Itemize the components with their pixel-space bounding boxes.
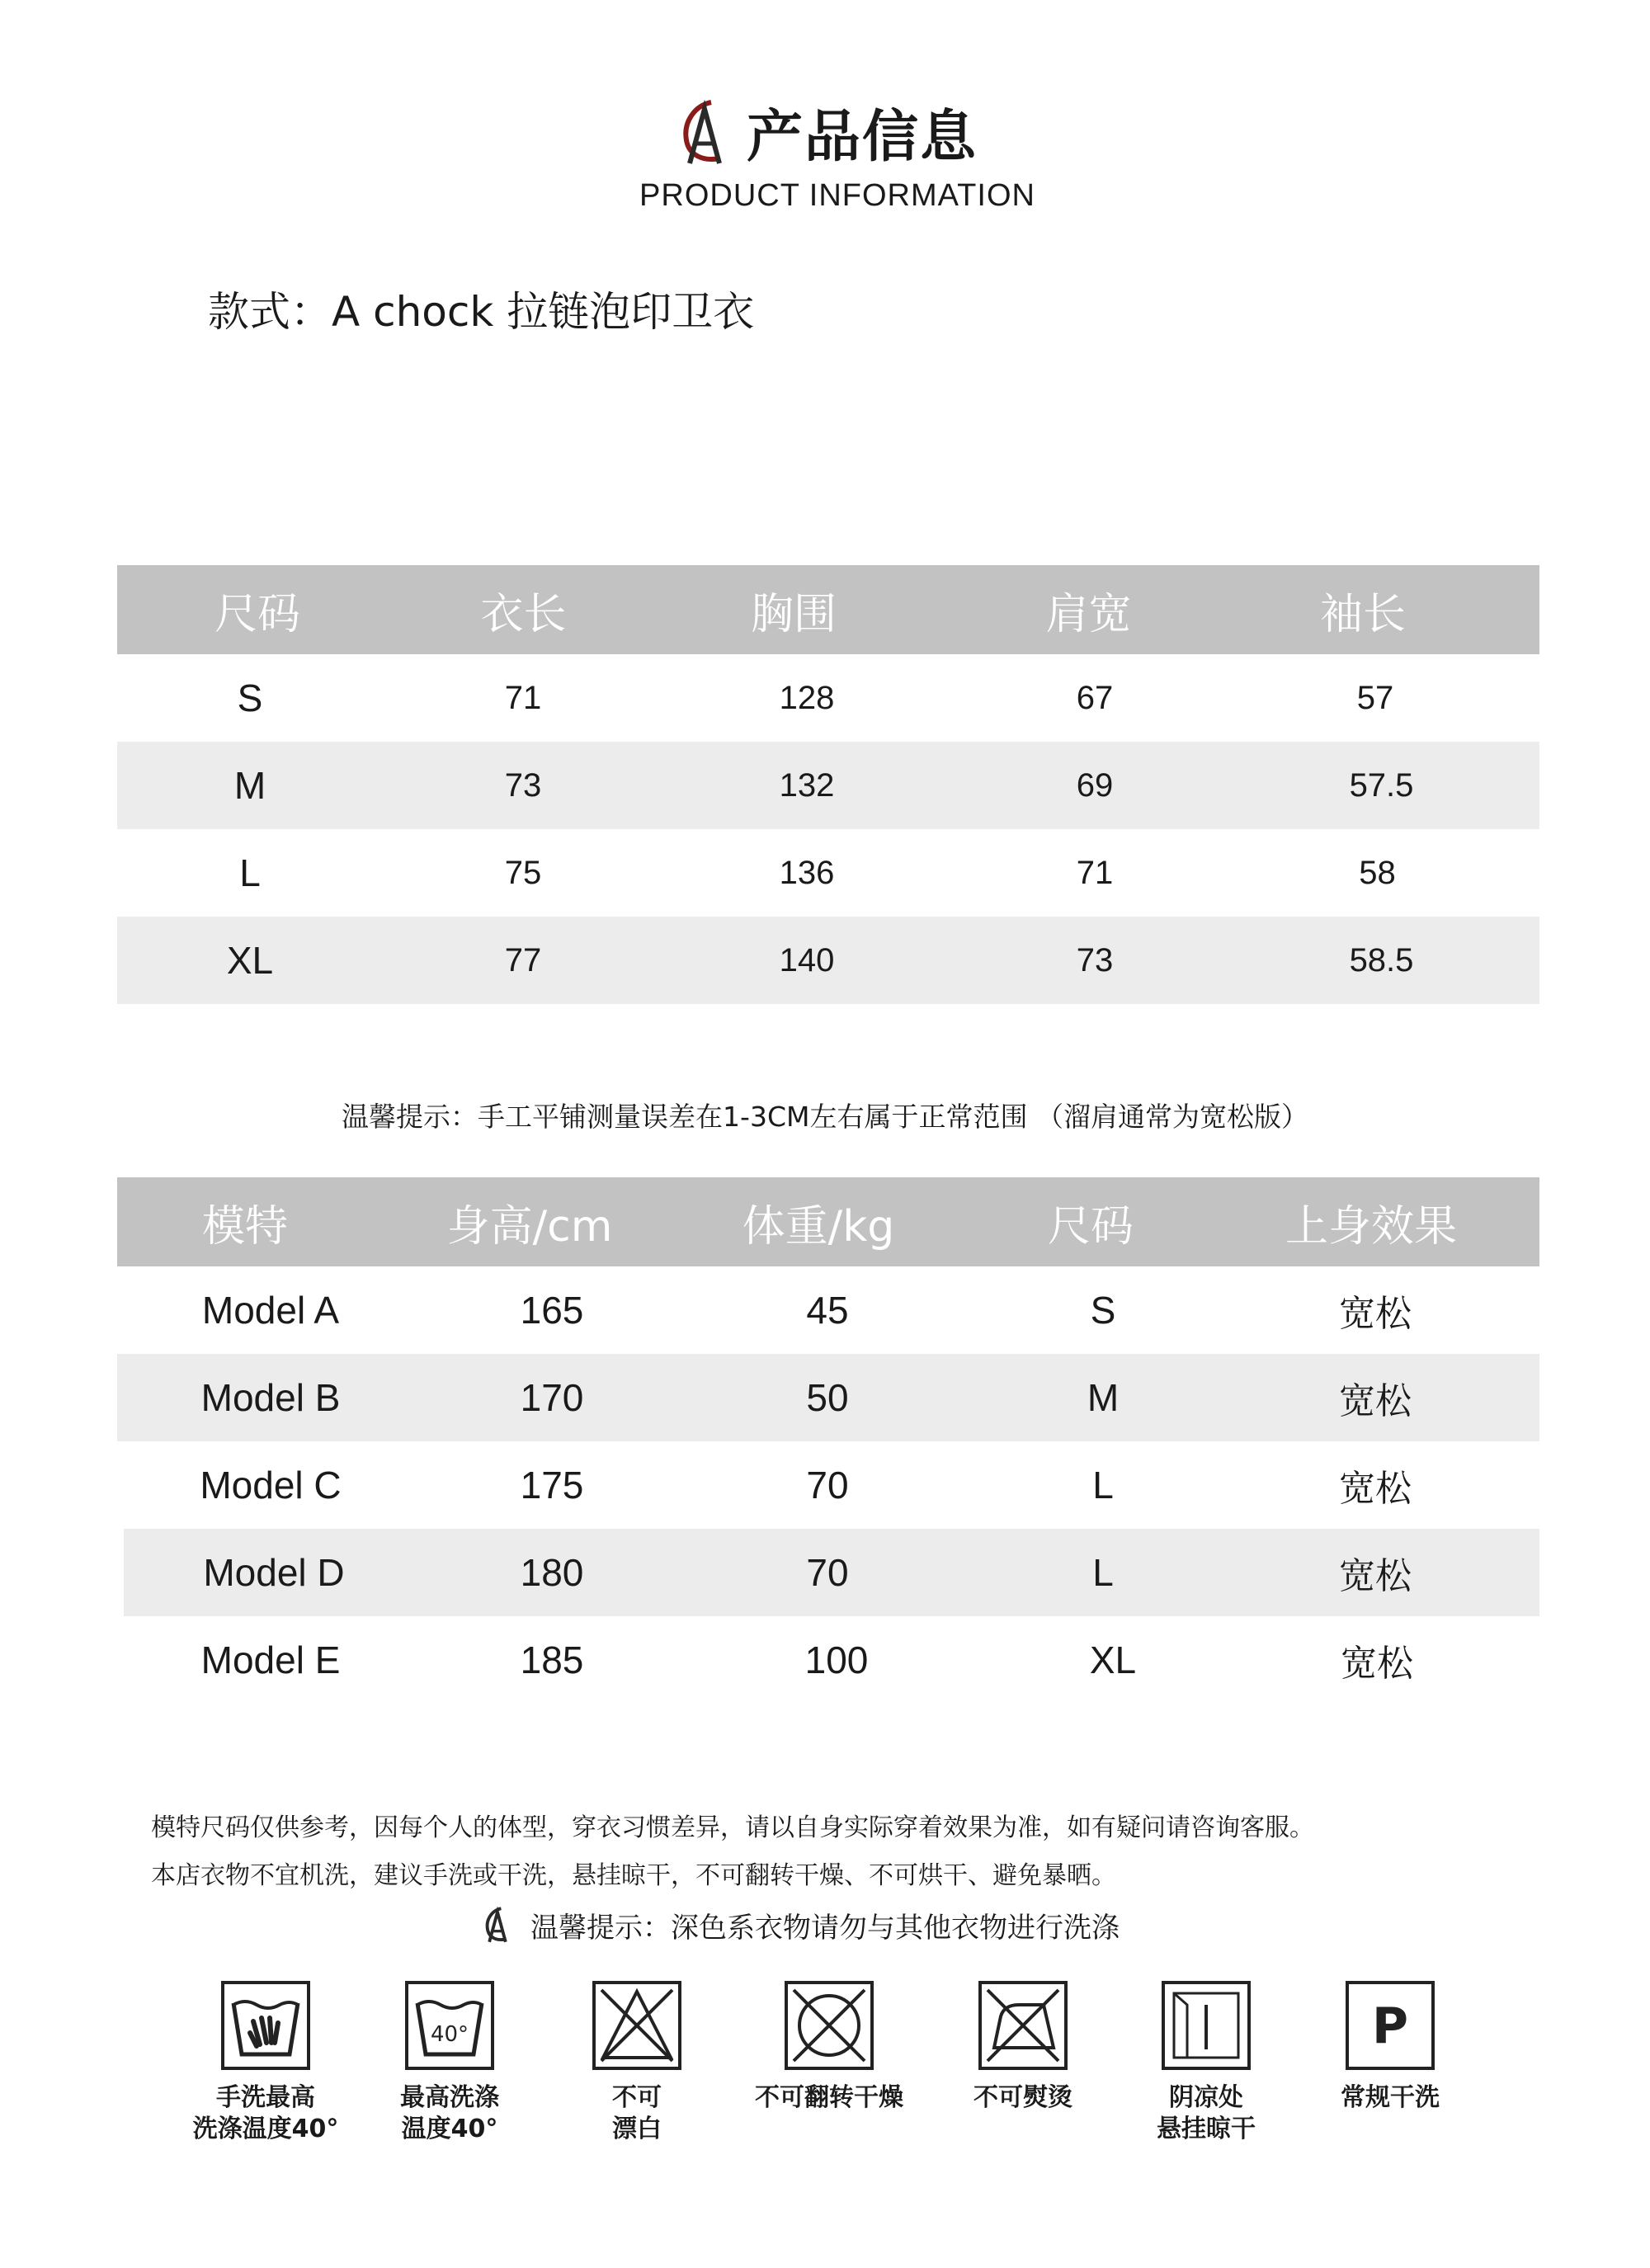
care-item-wash-40 bbox=[367, 1980, 532, 2145]
size-table bbox=[117, 565, 1539, 1004]
cell-size: XL bbox=[226, 939, 274, 982]
cell-chest: 140 bbox=[779, 941, 835, 978]
care-item-no-iron bbox=[940, 1980, 1106, 2114]
cell-model: Model A bbox=[201, 1289, 340, 1332]
care-item-line-dry-shade bbox=[1124, 1980, 1289, 2145]
line-dry-shade-icon bbox=[1161, 1980, 1252, 2071]
cell-weight: 50 bbox=[806, 1376, 849, 1419]
cell-height: 170 bbox=[520, 1376, 584, 1419]
table-row bbox=[117, 1266, 1539, 1354]
cell-fit: 宽松 bbox=[1339, 1468, 1412, 1510]
care-item-no-tumble-dry bbox=[747, 1980, 912, 2114]
cell-height: 180 bbox=[520, 1551, 584, 1594]
brand-logo bbox=[678, 97, 731, 167]
table-row bbox=[117, 1441, 1539, 1529]
cell-shoulder: 69 bbox=[1076, 766, 1114, 804]
cell-size: M bbox=[233, 764, 266, 807]
measurement-tip: 温馨提示：手工平铺测量误差在1-3CM左右属于正常范围 （溜肩通常为宽松版） bbox=[342, 1101, 1308, 1133]
care-item-hand-wash bbox=[183, 1980, 348, 2145]
cell-weight: 70 bbox=[806, 1464, 849, 1506]
page-title: 产品信息 bbox=[747, 105, 978, 170]
cell-chest: 128 bbox=[779, 679, 835, 716]
cell-weight: 45 bbox=[806, 1289, 849, 1332]
dry-clean-letter: P bbox=[1372, 1997, 1408, 2055]
header-model: 模特 bbox=[201, 1201, 288, 1252]
cell-length: 77 bbox=[504, 941, 542, 978]
cell-height: 185 bbox=[520, 1639, 584, 1681]
cell-length: 75 bbox=[504, 854, 542, 891]
cell-shoulder: 67 bbox=[1076, 679, 1114, 716]
cell-size: L bbox=[1092, 1464, 1114, 1506]
table-row bbox=[117, 654, 1539, 742]
header-size: 尺码 bbox=[1047, 1201, 1134, 1252]
cell-sleeve: 58 bbox=[1359, 854, 1396, 891]
header-size: 尺码 bbox=[214, 589, 300, 639]
care-label: 手洗最高 洗涤温度40° bbox=[192, 2083, 339, 2143]
care-label: 不可熨烫 bbox=[974, 2083, 1072, 2112]
cell-model: Model E bbox=[200, 1639, 341, 1681]
model-table-header bbox=[117, 1177, 1539, 1266]
header-weight: 体重/kg bbox=[742, 1201, 895, 1252]
cell-height: 175 bbox=[520, 1464, 584, 1506]
wash-temp-text: 40° bbox=[430, 2022, 469, 2047]
product-style-line: 款式：A chock 拉链泡印卫衣 bbox=[208, 288, 755, 336]
no-bleach-icon bbox=[592, 1980, 682, 2071]
model-table bbox=[117, 1177, 1539, 1704]
cell-sleeve: 58.5 bbox=[1349, 941, 1414, 978]
header-length: 衣长 bbox=[480, 589, 567, 639]
care-label: 不可翻转干燥 bbox=[755, 2083, 903, 2112]
wash-40-icon bbox=[404, 1980, 495, 2071]
cell-length: 71 bbox=[504, 679, 542, 716]
table-row bbox=[124, 1529, 1539, 1616]
header-shoulder: 肩宽 bbox=[1045, 589, 1132, 639]
note-line-2: 本店衣物不宜机洗，建议手洗或干洗，悬挂晾干，不可翻转干燥、不可烘干、避免暴晒。 bbox=[151, 1861, 1116, 1890]
dry-clean-p-icon bbox=[1345, 1980, 1436, 2071]
cell-size: L bbox=[239, 851, 261, 894]
cell-model: Model B bbox=[200, 1376, 341, 1419]
cell-chest: 132 bbox=[779, 766, 835, 804]
cell-size: S bbox=[237, 677, 263, 719]
table-row bbox=[117, 917, 1539, 1004]
cell-fit: 宽松 bbox=[1339, 1293, 1412, 1335]
header-fit: 上身效果 bbox=[1285, 1201, 1457, 1252]
cell-height: 165 bbox=[520, 1289, 584, 1332]
table-row bbox=[117, 742, 1539, 829]
header-sleeve: 袖长 bbox=[1319, 589, 1406, 639]
care-label: 不可 漂白 bbox=[612, 2083, 662, 2143]
cell-weight: 100 bbox=[804, 1639, 869, 1681]
wash-tip bbox=[481, 1904, 1120, 1945]
cell-fit: 宽松 bbox=[1339, 1555, 1412, 1597]
no-tumble-dry-icon bbox=[784, 1980, 874, 2071]
note-line-1: 模特尺码仅供参考，因每个人的体型，穿衣习惯差异，请以自身实际穿着效果为准，如有疑问请咨询客服。 bbox=[151, 1813, 1314, 1842]
cell-fit: 宽松 bbox=[1339, 1380, 1412, 1422]
cell-shoulder: 71 bbox=[1076, 854, 1114, 891]
page-subtitle: PRODUCT INFORMATION bbox=[639, 178, 1035, 213]
cell-size: XL bbox=[1089, 1639, 1137, 1681]
cell-sleeve: 57.5 bbox=[1349, 766, 1414, 804]
cell-weight: 70 bbox=[806, 1551, 849, 1594]
table-row bbox=[117, 1354, 1539, 1441]
size-table-header bbox=[117, 565, 1539, 654]
table-row bbox=[117, 829, 1539, 917]
cell-fit: 宽松 bbox=[1341, 1643, 1413, 1685]
cell-size: M bbox=[1087, 1376, 1120, 1419]
care-label: 阴凉处 悬挂晾干 bbox=[1157, 2083, 1256, 2143]
table-row bbox=[117, 1616, 1539, 1704]
cell-model: Model C bbox=[200, 1464, 342, 1506]
care-item-no-bleach bbox=[554, 1980, 719, 2145]
cell-length: 73 bbox=[504, 766, 542, 804]
header-chest: 胸围 bbox=[750, 589, 837, 639]
care-label: 最高洗涤 温度40° bbox=[400, 2083, 499, 2143]
cell-model: Model D bbox=[203, 1551, 345, 1594]
no-iron-icon bbox=[978, 1980, 1068, 2071]
wash-tip-text: 温馨提示：深色系衣物请勿与其他衣物进行洗涤 bbox=[530, 1911, 1120, 1945]
care-label: 常规干洗 bbox=[1341, 2083, 1440, 2112]
hand-wash-icon bbox=[220, 1980, 311, 2071]
cell-size: L bbox=[1092, 1551, 1114, 1594]
cell-sleeve: 57 bbox=[1356, 679, 1394, 716]
header-height: 身高/cm bbox=[446, 1201, 613, 1252]
cell-size: S bbox=[1090, 1289, 1116, 1332]
brand-logo-small bbox=[481, 1906, 514, 1944]
cell-chest: 136 bbox=[779, 854, 835, 891]
care-item-dry-clean bbox=[1308, 1980, 1473, 2114]
cell-shoulder: 73 bbox=[1076, 941, 1114, 978]
